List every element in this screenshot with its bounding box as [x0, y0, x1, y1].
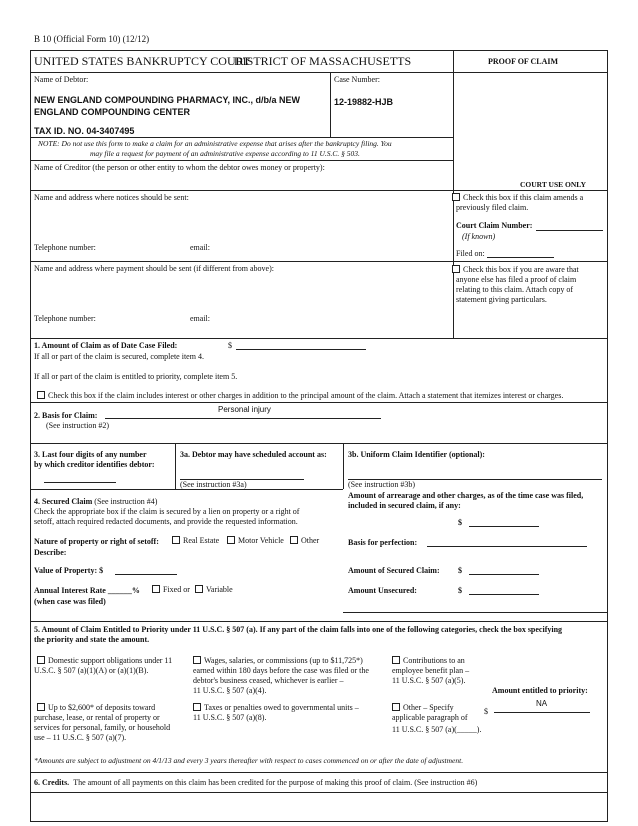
divider: [343, 443, 344, 489]
creditor-name-label: Name of Creditor (the person or other entity to whom the debtor owes money or property):: [34, 163, 325, 172]
wages-checkbox[interactable]: [193, 656, 201, 664]
deposits-line4: use – 11 U.S.C. § 507 (a)(7).: [34, 733, 127, 742]
divider: [30, 160, 453, 161]
amends-checkbox[interactable]: [452, 193, 460, 201]
domestic-checkbox[interactable]: [37, 656, 45, 664]
secured-amount-dollar: $: [458, 566, 462, 575]
divider: [30, 261, 453, 262]
payment-label: Name and address where payment should be sent (if different from above):: [34, 264, 274, 273]
interest-text: Check this box if the claim includes interest or other charges in addition to the principal amount of the claim. Attach a statement that itemizes interest or charges.: [48, 391, 564, 400]
fixed-option: [152, 585, 190, 594]
domestic-line1: Domestic support obligations under 11: [48, 656, 173, 665]
contrib-line3: 11 U.S.C. § 507 (a)(5).: [392, 676, 466, 685]
motor-vehicle-checkbox[interactable]: [227, 536, 235, 544]
filed-on-field[interactable]: [487, 257, 554, 258]
motor-vehicle-option: [227, 536, 284, 545]
claim-number-label: Court Claim Number:: [456, 221, 533, 230]
secured-amount-field[interactable]: [469, 574, 539, 575]
secured-claim-instruction: (See instruction #4): [94, 497, 158, 506]
last-four-label-1: 3. Last four digits of any number: [34, 450, 147, 459]
divider: [175, 443, 176, 489]
credits-label: 6. Credits.: [34, 778, 70, 787]
contrib-line2: employee benefit plan –: [392, 666, 470, 675]
motor-vehicle-label: Motor Vehicle: [238, 536, 284, 545]
divider: [343, 612, 608, 613]
basis-claim-field[interactable]: [105, 418, 381, 419]
taxes-line1: Taxes or penalties owed to governmental units –: [204, 703, 359, 712]
amount-claim-label: 1. Amount of Claim as of Date Case Filed:: [34, 341, 178, 350]
value-property-field[interactable]: [115, 574, 177, 575]
note-line1: NOTE: Do not use this form to make a claim for an administrative expense that arises after the bankruptcy filing. You: [38, 139, 392, 148]
amends-text: Check this box if this claim amends a: [463, 193, 584, 202]
deposits-checkbox[interactable]: [37, 703, 45, 711]
interest-rate-label: Annual Interest Rate ______%: [34, 586, 140, 595]
unsecured-field[interactable]: [469, 594, 539, 595]
form-id: B 10 (Official Form 10) (12/12): [34, 34, 150, 44]
domestic-option: [37, 656, 172, 665]
variable-option: [195, 585, 233, 594]
unsecured-dollar: $: [458, 586, 462, 595]
divider: [30, 72, 608, 73]
nature-label: Nature of property or right of setoff:: [34, 537, 159, 546]
instruction-3b: (See instruction #3b): [348, 480, 416, 489]
deposits-line2: purchase, lease, or rental of property or: [34, 713, 160, 722]
wages-line1: Wages, salaries, or commissions (up to $11,725*): [204, 656, 363, 665]
aware-line3: relating to this claim. Attach copy of: [456, 285, 574, 294]
amends-checkbox-row: [452, 193, 583, 202]
secured-desc-1: Check the appropriate box if the claim is secured by a lien on property or a right of: [34, 507, 300, 516]
priority-amount-value: NA: [536, 699, 548, 708]
arrearage-line2: included in secured claim, if any:: [348, 501, 461, 510]
variable-checkbox[interactable]: [195, 585, 203, 593]
divider: [453, 261, 608, 262]
aware-line4: statement giving particulars.: [456, 295, 547, 304]
email-label-2: email:: [190, 314, 210, 323]
divider: [30, 621, 608, 622]
priority-amount-dollar: $: [484, 707, 488, 716]
divider: [30, 402, 608, 403]
tax-id: TAX ID. NO. 04-3407495: [34, 126, 135, 136]
last-four-field[interactable]: [44, 482, 116, 483]
notices-label: Name and address where notices should be sent:: [34, 193, 189, 202]
divider: [30, 792, 608, 793]
other-label: Other: [301, 536, 320, 545]
divider: [330, 72, 331, 137]
deposits-line1: Up to $2,600* of deposits toward: [48, 703, 156, 712]
taxes-option: [193, 703, 359, 712]
priority-note: If all or part of the claim is entitled to priority, complete item 5.: [34, 372, 238, 381]
divider: [30, 338, 608, 339]
contrib-option: [392, 656, 465, 665]
amends-line2: previously filed claim.: [456, 203, 529, 212]
priority-label-2: the priority and state the amount.: [34, 635, 150, 644]
value-property-label: Value of Property: $: [34, 566, 104, 575]
credits-row: [34, 778, 477, 787]
interest-checkbox-row: [37, 391, 563, 400]
case-number-label: Case Number:: [334, 75, 380, 84]
amount-claim-field[interactable]: [236, 349, 366, 350]
case-number: 12-19882-HJB: [334, 97, 394, 107]
divider: [30, 443, 608, 444]
fixed-checkbox[interactable]: [152, 585, 160, 593]
last-four-label-2: by which creditor identifies debtor:: [34, 460, 155, 469]
deposits-line3: services for personal, family, or household: [34, 723, 171, 732]
perfection-label: Basis for perfection:: [348, 538, 418, 547]
other-option: [290, 536, 319, 545]
telephone-label-2: Telephone number:: [34, 314, 96, 323]
when-filed: (when case was filed): [34, 597, 106, 606]
claim-number-field[interactable]: [536, 230, 603, 231]
arrearage-dollar: $: [458, 518, 462, 527]
priority-footnote: *Amounts are subject to adjustment on 4/1/13 and every 3 years thereafter with respect to cases commenced on or after the date of adjustment.: [34, 756, 464, 765]
taxes-checkbox[interactable]: [193, 703, 201, 711]
contrib-checkbox[interactable]: [392, 656, 400, 664]
debtor-label: Name of Debtor:: [34, 75, 89, 84]
other-priority-line2: applicable paragraph of: [392, 713, 468, 722]
variable-label: Variable: [206, 585, 233, 594]
secured-amount-label: Amount of Secured Claim:: [348, 566, 440, 575]
real-estate-option: [172, 536, 219, 545]
uniform-claim-label: 3b. Uniform Claim Identifier (optional):: [348, 450, 485, 459]
debtor-name-line1: NEW ENGLAND COMPOUNDING PHARMACY, INC., d/b/a NEW: [34, 95, 301, 105]
secured-desc-2: setoff, attach required redacted documents, and provide the requested information.: [34, 517, 298, 526]
other-checkbox[interactable]: [290, 536, 298, 544]
other-priority-checkbox[interactable]: [392, 703, 400, 711]
other-priority-line3: 11 U.S.C. § 507 (a)(_____).: [392, 725, 482, 734]
amount-claim-dollar: $: [228, 341, 232, 350]
divider: [30, 489, 343, 490]
deposits-option: [37, 703, 155, 712]
note-line2: may file a request for payment of an administrative expense according to 11 U.S.C. § 503.: [90, 149, 360, 158]
perfection-field[interactable]: [427, 546, 587, 547]
scheduled-account-label: 3a. Debtor may have scheduled account as:: [180, 450, 327, 459]
secured-claim-label: 4. Secured Claim: [34, 497, 93, 506]
priority-amount-field[interactable]: [494, 712, 590, 713]
basis-claim-label: 2. Basis for Claim:: [34, 411, 98, 420]
other-priority-line1: Other – Specify: [403, 703, 454, 712]
court-title: UNITED STATES BANKRUPTCY COURT: [34, 54, 251, 68]
divider: [30, 190, 608, 191]
aware-line2: anyone else has filed a proof of claim: [456, 275, 577, 284]
domestic-line2: U.S.C. § 507 (a)(1)(A) or (a)(1)(B).: [34, 666, 149, 675]
describe-label: Describe:: [34, 548, 67, 557]
debtor-name-line2: ENGLAND COMPOUNDING CENTER: [34, 107, 191, 117]
district: DISTRICT OF MASSACHUSETTS: [234, 54, 412, 68]
unsecured-label: Amount Unsecured:: [348, 586, 417, 595]
aware-checkbox-row: [452, 265, 579, 274]
filed-on-label: Filed on:: [456, 249, 485, 258]
basis-instruction: (See instruction #2): [46, 421, 110, 430]
wages-line3: debtor's business ceased, whichever is earlier –: [193, 676, 344, 685]
priority-label-1: 5. Amount of Claim Entitled to Priority under 11 U.S.C. § 507 (a). If any part of the claim falls into one of the following categories, check the box specifying: [34, 625, 563, 634]
if-known: (If known): [462, 232, 496, 241]
telephone-label: Telephone number:: [34, 243, 96, 252]
wages-line4: 11 U.S.C. § 507 (a)(4).: [193, 686, 267, 695]
basis-claim-value: Personal injury: [218, 405, 271, 414]
wages-line2: earned within 180 days before the case was filed or the: [193, 666, 369, 675]
aware-checkbox[interactable]: [452, 265, 460, 273]
fixed-label: Fixed or: [163, 585, 190, 594]
contrib-line1: Contributions to an: [403, 656, 465, 665]
wages-option: [193, 656, 363, 665]
secured-claim-heading: [34, 497, 157, 506]
priority-amount-label: Amount entitled to priority:: [492, 686, 588, 695]
instruction-3a: (See instruction #3a): [180, 480, 247, 489]
interest-checkbox[interactable]: [37, 391, 45, 399]
email-label: email:: [190, 243, 210, 252]
aware-text: Check this box if you are aware that: [463, 265, 579, 274]
arrearage-field[interactable]: [469, 526, 539, 527]
proof-of-claim-title: PROOF OF CLAIM: [488, 57, 559, 66]
arrearage-line1: Amount of arrearage and other charges, as of the time case was filed,: [348, 491, 584, 500]
real-estate-checkbox[interactable]: [172, 536, 180, 544]
divider: [30, 137, 453, 138]
divider: [30, 772, 608, 773]
other-priority-option: [392, 703, 454, 712]
secured-note: If all or part of the claim is secured, complete item 4.: [34, 352, 204, 361]
court-use-title: COURT USE ONLY: [520, 180, 587, 189]
credits-text: The amount of all payments on this claim has been credited for the purpose of making this proof of claim. (See instruction #6): [73, 778, 478, 787]
taxes-line2: 11 U.S.C. § 507 (a)(8).: [193, 713, 267, 722]
real-estate-label: Real Estate: [183, 536, 220, 545]
